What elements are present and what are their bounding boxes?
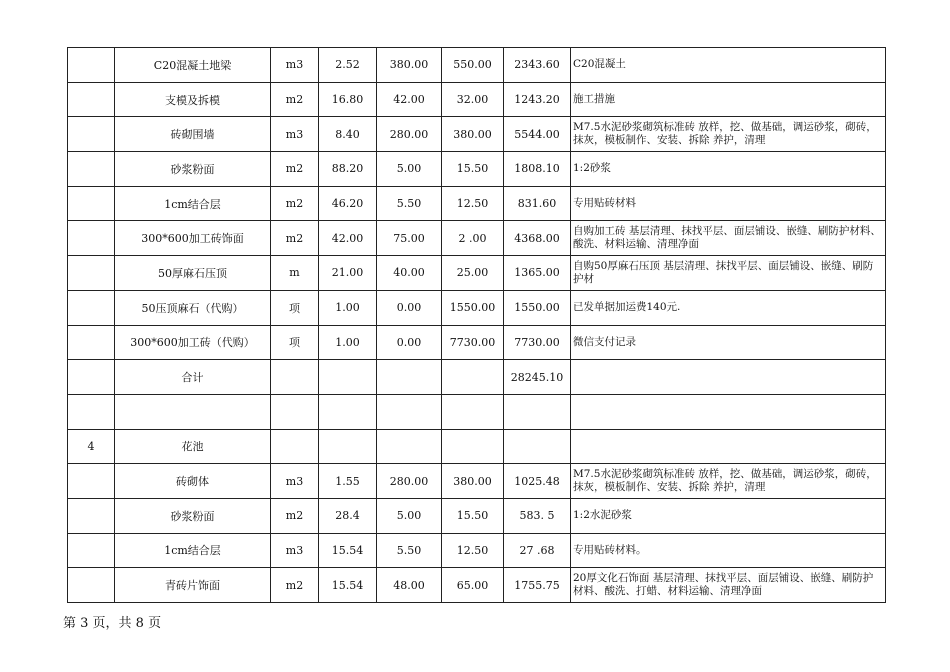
cell-note: 专用贴砖材料。 [571, 533, 886, 568]
cell-amount: 1755.75 [504, 568, 571, 603]
cell-quantity: 88.20 [319, 152, 377, 187]
table-row [68, 568, 886, 603]
cell-note [571, 429, 886, 464]
cell-quantity: 15.54 [319, 568, 377, 603]
cell-no [68, 568, 115, 603]
cell-no [68, 117, 115, 152]
table-row [68, 533, 886, 568]
cell-unit: m2 [271, 498, 319, 533]
cell-item-name: 1cm结合层 [115, 186, 271, 221]
cell-amount: 831.60 [504, 186, 571, 221]
cell-note: 施工措施 [571, 82, 886, 117]
cell-item-name: 砂浆粉面 [115, 498, 271, 533]
cell-amount: 27 .68 [504, 533, 571, 568]
cell-no [68, 290, 115, 325]
cell-price-a [377, 394, 442, 429]
cell-note: 自购加工砖 基层清理、抹找平层、面层铺设、嵌缝、刷防护材料、酸洗、材料运输、清理净面 [571, 221, 886, 256]
cell-no: 4 [68, 429, 115, 464]
table-row [68, 429, 886, 464]
cell-item-name: 50压顶麻石（代购） [115, 290, 271, 325]
cell-price-a: 42.00 [377, 82, 442, 117]
cell-note: 微信支付记录 [571, 325, 886, 360]
cell-no [68, 464, 115, 499]
cell-item-name: 50厚麻石压顶 [115, 256, 271, 291]
cell-amount: 28245.10 [504, 360, 571, 395]
cell-no [68, 256, 115, 291]
cell-price-b [442, 394, 504, 429]
table-row [68, 360, 886, 395]
cell-price-b: 7730.00 [442, 325, 504, 360]
cell-price-b: 1550.00 [442, 290, 504, 325]
cell-price-b: 550.00 [442, 48, 504, 83]
cell-unit [271, 394, 319, 429]
cell-note [571, 360, 886, 395]
cell-amount: 2343.60 [504, 48, 571, 83]
cell-price-b: 2 .00 [442, 221, 504, 256]
table-row [68, 325, 886, 360]
cell-item-name: 青砖片饰面 [115, 568, 271, 603]
cell-price-a: 5.00 [377, 498, 442, 533]
cell-unit: m3 [271, 117, 319, 152]
cell-price-a: 5.00 [377, 152, 442, 187]
cell-price-b [442, 360, 504, 395]
cell-price-b: 12.50 [442, 533, 504, 568]
cell-note: 自购50厚麻石压顶 基层清理、抹找平层、面层铺设、嵌缝、刷防护材 [571, 256, 886, 291]
cell-item-name: 花池 [115, 429, 271, 464]
cell-unit: m2 [271, 82, 319, 117]
cell-item-name: 300*600加工砖（代购） [115, 325, 271, 360]
cell-note: 20厚文化石饰面 基层清理、抹找平层、面层铺设、嵌缝、刷防护材料、酸洗、打蜡、材料运输、清理净面 [571, 568, 886, 603]
cell-amount: 1365.00 [504, 256, 571, 291]
cell-note: M7.5水泥砂浆砌筑标准砖 放样，挖、做基础，调运砂浆，砌砖，抹灰，模板制作、安装、拆除 养护，清理 [571, 117, 886, 152]
cell-unit: m3 [271, 48, 319, 83]
cell-unit: 项 [271, 290, 319, 325]
cell-price-a: 5.50 [377, 533, 442, 568]
cell-amount: 1243.20 [504, 82, 571, 117]
cell-price-b: 65.00 [442, 568, 504, 603]
cell-note [571, 394, 886, 429]
table-row [68, 290, 886, 325]
cell-unit: 项 [271, 325, 319, 360]
cell-quantity [319, 394, 377, 429]
cell-amount [504, 394, 571, 429]
cell-item-name: C20混凝土地梁 [115, 48, 271, 83]
cell-price-a [377, 429, 442, 464]
cell-no [68, 221, 115, 256]
cell-price-a [377, 360, 442, 395]
cell-price-a: 40.00 [377, 256, 442, 291]
table-row [68, 256, 886, 291]
table-row [68, 186, 886, 221]
cell-no [68, 533, 115, 568]
table-body [68, 48, 886, 603]
cell-unit [271, 429, 319, 464]
cell-note: 已发单据加运费140元. [571, 290, 886, 325]
cell-note: 1:2砂浆 [571, 152, 886, 187]
cell-item-name: 合计 [115, 360, 271, 395]
cell-price-a: 5.50 [377, 186, 442, 221]
quantity-table [67, 47, 886, 603]
cell-quantity: 15.54 [319, 533, 377, 568]
cell-item-name: 砂浆粉面 [115, 152, 271, 187]
cell-quantity: 46.20 [319, 186, 377, 221]
cell-no [68, 360, 115, 395]
cell-quantity: 42.00 [319, 221, 377, 256]
table-row [68, 82, 886, 117]
cell-price-b: 15.50 [442, 498, 504, 533]
cell-unit: m [271, 256, 319, 291]
cell-price-b: 32.00 [442, 82, 504, 117]
cell-amount: 4368.00 [504, 221, 571, 256]
cell-unit: m2 [271, 152, 319, 187]
cell-no [68, 152, 115, 187]
cell-item-name [115, 394, 271, 429]
cell-price-a: 280.00 [377, 117, 442, 152]
cell-unit: m3 [271, 464, 319, 499]
cell-amount: 1550.00 [504, 290, 571, 325]
cell-quantity: 28.4 [319, 498, 377, 533]
cell-no [68, 82, 115, 117]
table-row [68, 464, 886, 499]
cell-amount: 583. 5 [504, 498, 571, 533]
cell-note: C20混凝土 [571, 48, 886, 83]
table-row [68, 394, 886, 429]
cell-amount: 5544.00 [504, 117, 571, 152]
cell-note: 专用贴砖材料 [571, 186, 886, 221]
cell-item-name: 砖砌围墙 [115, 117, 271, 152]
cell-price-a: 380.00 [377, 48, 442, 83]
cell-no [68, 394, 115, 429]
cell-amount: 7730.00 [504, 325, 571, 360]
cell-unit [271, 360, 319, 395]
cell-item-name: 砖砌体 [115, 464, 271, 499]
table-row [68, 221, 886, 256]
cell-note: M7.5水泥砂浆砌筑标准砖 放样，挖、做基础，调运砂浆，砌砖，抹灰，模板制作、安装、拆除 养护，清理 [571, 464, 886, 499]
cell-no [68, 186, 115, 221]
cell-price-a: 75.00 [377, 221, 442, 256]
table-row [68, 498, 886, 533]
cell-price-a: 0.00 [377, 325, 442, 360]
cell-unit: m3 [271, 533, 319, 568]
cell-quantity: 2.52 [319, 48, 377, 83]
cell-price-a: 48.00 [377, 568, 442, 603]
cell-note: 1:2水泥砂浆 [571, 498, 886, 533]
cell-price-b: 380.00 [442, 117, 504, 152]
cell-no [68, 325, 115, 360]
page-footer: 第 3 页，共 8 页 [63, 616, 162, 631]
cell-quantity: 1.00 [319, 325, 377, 360]
cell-quantity: 21.00 [319, 256, 377, 291]
cell-quantity: 16.80 [319, 82, 377, 117]
cell-amount: 1025.48 [504, 464, 571, 499]
cell-unit: m2 [271, 568, 319, 603]
cell-price-b: 380.00 [442, 464, 504, 499]
cell-quantity: 1.55 [319, 464, 377, 499]
cell-no [68, 498, 115, 533]
cell-item-name: 1cm结合层 [115, 533, 271, 568]
table-row [68, 48, 886, 83]
cell-quantity [319, 429, 377, 464]
cell-price-b: 12.50 [442, 186, 504, 221]
table-row [68, 152, 886, 187]
cell-amount: 1808.10 [504, 152, 571, 187]
cell-amount [504, 429, 571, 464]
cell-price-a: 0.00 [377, 290, 442, 325]
cell-price-b: 25.00 [442, 256, 504, 291]
cell-no [68, 48, 115, 83]
cell-unit: m2 [271, 221, 319, 256]
cell-item-name: 300*600加工砖饰面 [115, 221, 271, 256]
table-row [68, 117, 886, 152]
cell-price-b: 15.50 [442, 152, 504, 187]
cell-unit: m2 [271, 186, 319, 221]
cell-price-a: 280.00 [377, 464, 442, 499]
cell-quantity [319, 360, 377, 395]
cell-quantity: 8.40 [319, 117, 377, 152]
cell-price-b [442, 429, 504, 464]
cell-item-name: 支模及拆模 [115, 82, 271, 117]
cell-quantity: 1.00 [319, 290, 377, 325]
